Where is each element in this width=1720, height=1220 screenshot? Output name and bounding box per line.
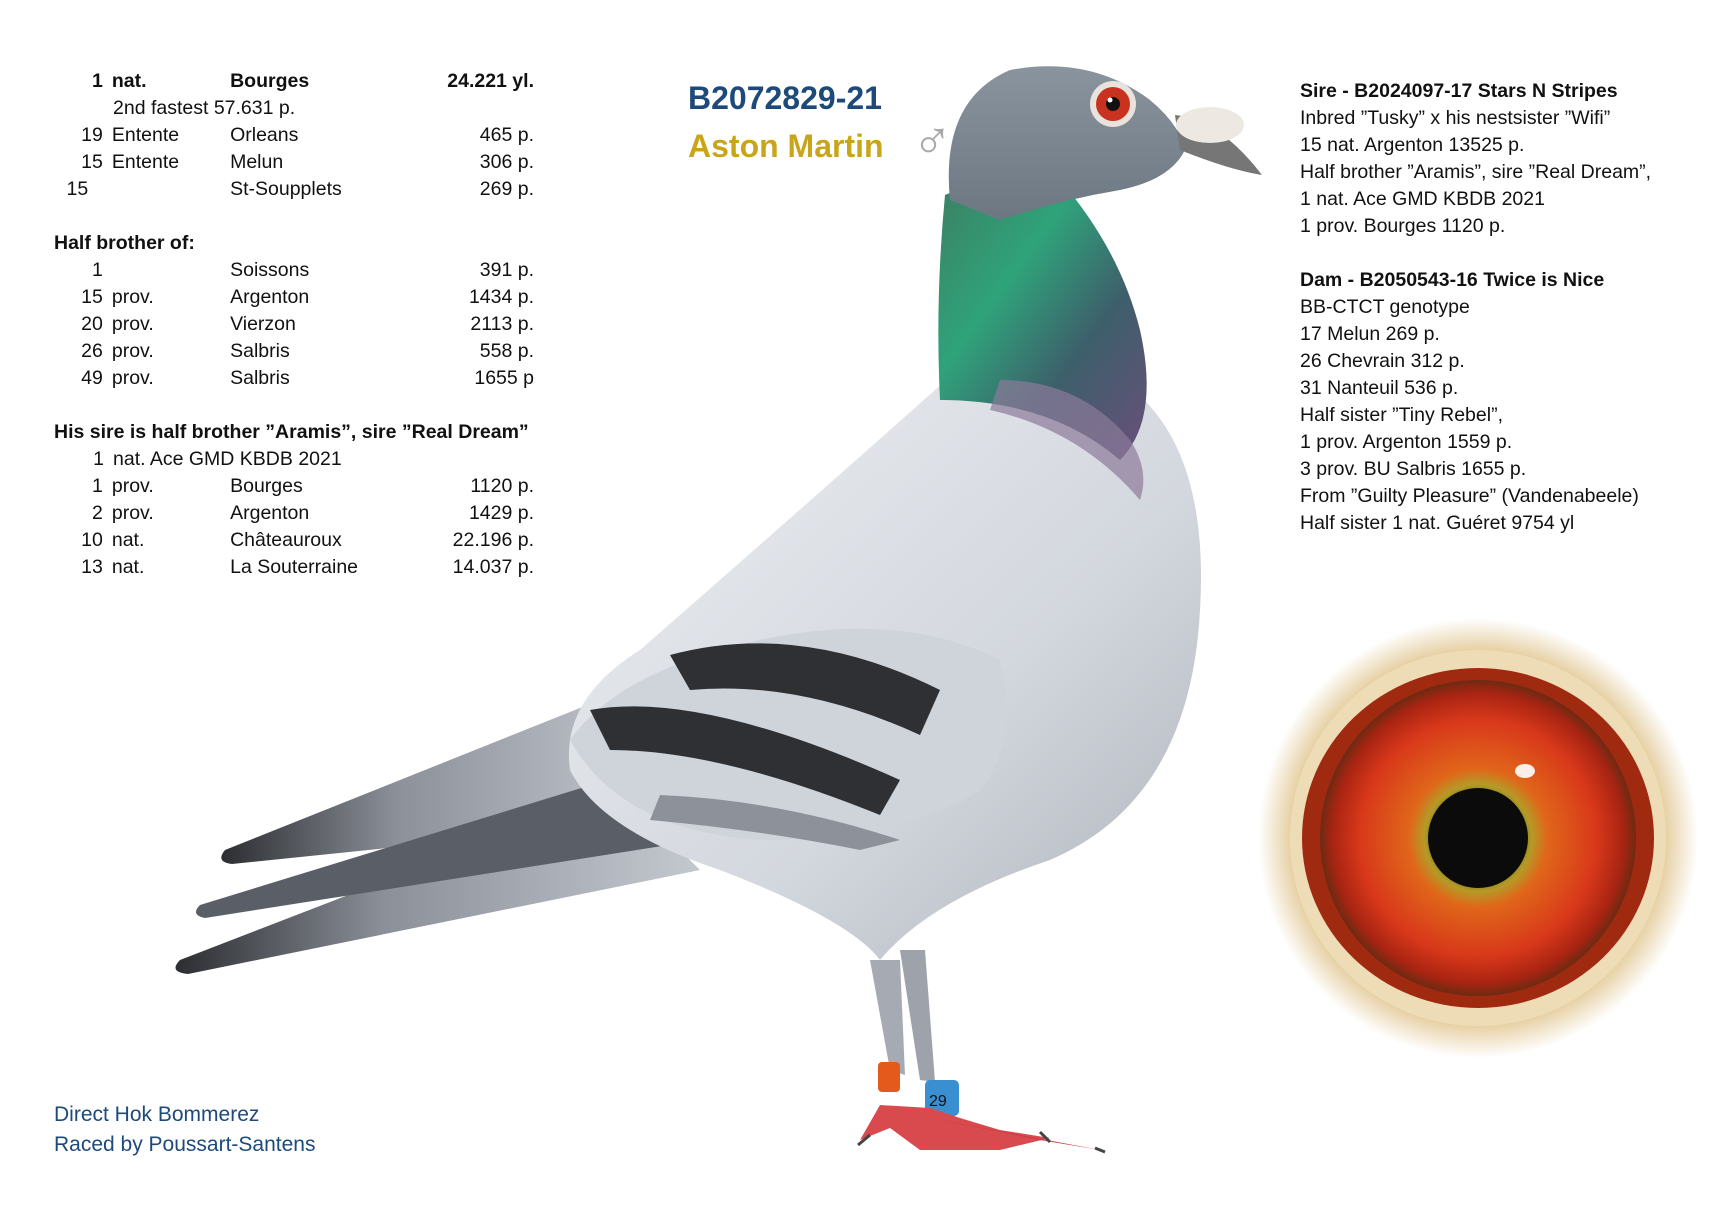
dam-line: From ”Guilty Pleasure” (Vandenabeele) [1300,485,1639,507]
sire-half-brother-row [54,554,534,581]
sire-line: Half brother ”Aramis”, sire ”Real Dream”, [1300,161,1652,183]
result-level: prov. [111,313,154,335]
cere [1176,107,1244,143]
result-position: 15 [66,178,89,200]
result-value: 14.037 p. [452,556,534,578]
sire-half-brother-row [54,473,534,500]
dam-line: 1 prov. Argenton 1559 p. [1300,431,1513,453]
result-value: 558 p. [479,340,534,362]
sire-half-brother-row [54,446,534,473]
result-value: 391 p. [479,259,534,281]
result-position: 26 [81,340,103,362]
result-row [54,68,534,95]
result-place: Orleans [230,124,299,146]
result-place: Melun [230,151,284,173]
result-note: 2nd fastest 57.631 p. [113,97,296,119]
ring-number: B2072829-21 [688,80,882,116]
result-position: 1 [92,475,103,497]
eye-closeup [1258,618,1698,1058]
dam-line: Half sister 1 nat. Guéret 9754 yl [1300,512,1575,534]
result-level: prov. [111,286,154,308]
result-position: 2 [92,502,103,524]
result-level: Entente [111,151,180,173]
result-value: 306 p. [479,151,534,173]
half-brother-row [54,284,534,311]
dam-heading: Dam - B2050543-16 Twice is Nice [1300,269,1605,291]
result-value: 1120 p. [470,475,534,497]
result-place: Argenton [230,502,310,524]
result-level [103,257,230,284]
result-level: nat. [111,556,145,578]
pedigree [1300,78,1710,537]
footer-line: Direct Hok Bommerez [54,1103,260,1126]
result-level: prov. [111,340,154,362]
half-brother-row [54,257,534,284]
sire-line: Inbred ”Tusky” x his nestsister ”Wifi” [1300,107,1611,129]
result-level: nat. [111,70,147,92]
footer-line: Raced by Poussart-Santens [54,1133,316,1156]
sire-half-brother-heading: His sire is half brother ”Aramis”, sire ”Real Dream” [54,421,529,443]
result-place: Salbris [230,340,290,362]
result-place: Bourges [230,475,303,497]
half-brother-row [54,365,534,392]
half-brother-row [54,338,534,365]
result-level: prov. [111,367,154,389]
dam-line: 26 Chevrain 312 p. [1300,350,1465,372]
result-place: La Souterraine [230,556,359,578]
result-place: Soissons [230,259,310,281]
sire-half-brother-row [54,527,534,554]
result-position: 49 [81,367,103,389]
band-number: 29 [929,1093,947,1110]
result-position: 1 [92,70,103,92]
result-value: 269 p. [479,178,534,200]
result-position: 13 [81,556,103,578]
half-brother-row [54,311,534,338]
result-value: 1434 p. [468,286,534,308]
result-level: nat. [111,529,145,551]
result-position: 19 [81,124,103,146]
dam-line: 17 Melun 269 p. [1300,323,1440,345]
results-table [54,68,534,581]
result-place: Salbris [230,367,290,389]
dam-line: BB-CTCT genotype [1300,296,1470,318]
result-place: St-Soupplets [230,178,342,200]
result-position: 15 [81,286,103,308]
result-level: prov. [111,475,154,497]
result-position: 1 [92,259,103,281]
result-position: 20 [81,313,103,335]
sire-line: 15 nat. Argenton 13525 p. [1300,134,1525,156]
result-value: 22.196 p. [452,529,534,551]
result-row [54,176,534,203]
result-value: 465 p. [479,124,534,146]
result-value: 2113 p. [470,313,534,335]
result-level [88,176,230,203]
bird-name: Aston Martin [688,128,884,164]
result-level: Entente [111,124,180,146]
pigeon-legs [858,950,1105,1152]
result-value: 24.221 yl. [447,70,534,92]
result-place: Vierzon [230,313,296,335]
sire-line: 1 prov. Bourges 1120 p. [1300,215,1506,237]
result-position: 10 [81,529,103,551]
result-position: 15 [81,151,103,173]
result-row [54,149,534,176]
result-row [54,122,534,149]
result-value: 1655 p [474,367,534,389]
dam-line: 31 Nanteuil 536 p. [1300,377,1459,399]
dam-line: Half sister ”Tiny Rebel”, [1300,404,1503,426]
pigeon-head [949,66,1262,220]
footer [54,1100,315,1160]
sire-half-brother-row [54,500,534,527]
result-value: 1429 p. [468,502,534,524]
dam-line: 3 prov. BU Salbris 1655 p. [1300,458,1527,480]
result-level: nat. Ace GMD KBDB 2021 [113,448,342,470]
male-symbol-icon: ♂ [912,111,953,171]
orange-leg-band [878,1062,900,1092]
pupil [1428,788,1528,888]
result-place: Châteauroux [230,529,342,551]
sire-line: 1 nat. Ace GMD KBDB 2021 [1300,188,1545,210]
result-position: 1 [93,448,104,470]
result-place: Bourges [230,70,310,92]
sire-heading: Sire - B2024097-17 Stars N Stripes [1300,80,1618,102]
half-brother-heading: Half brother of: [54,232,195,254]
result-level: prov. [111,502,154,524]
result-place: Argenton [230,286,310,308]
